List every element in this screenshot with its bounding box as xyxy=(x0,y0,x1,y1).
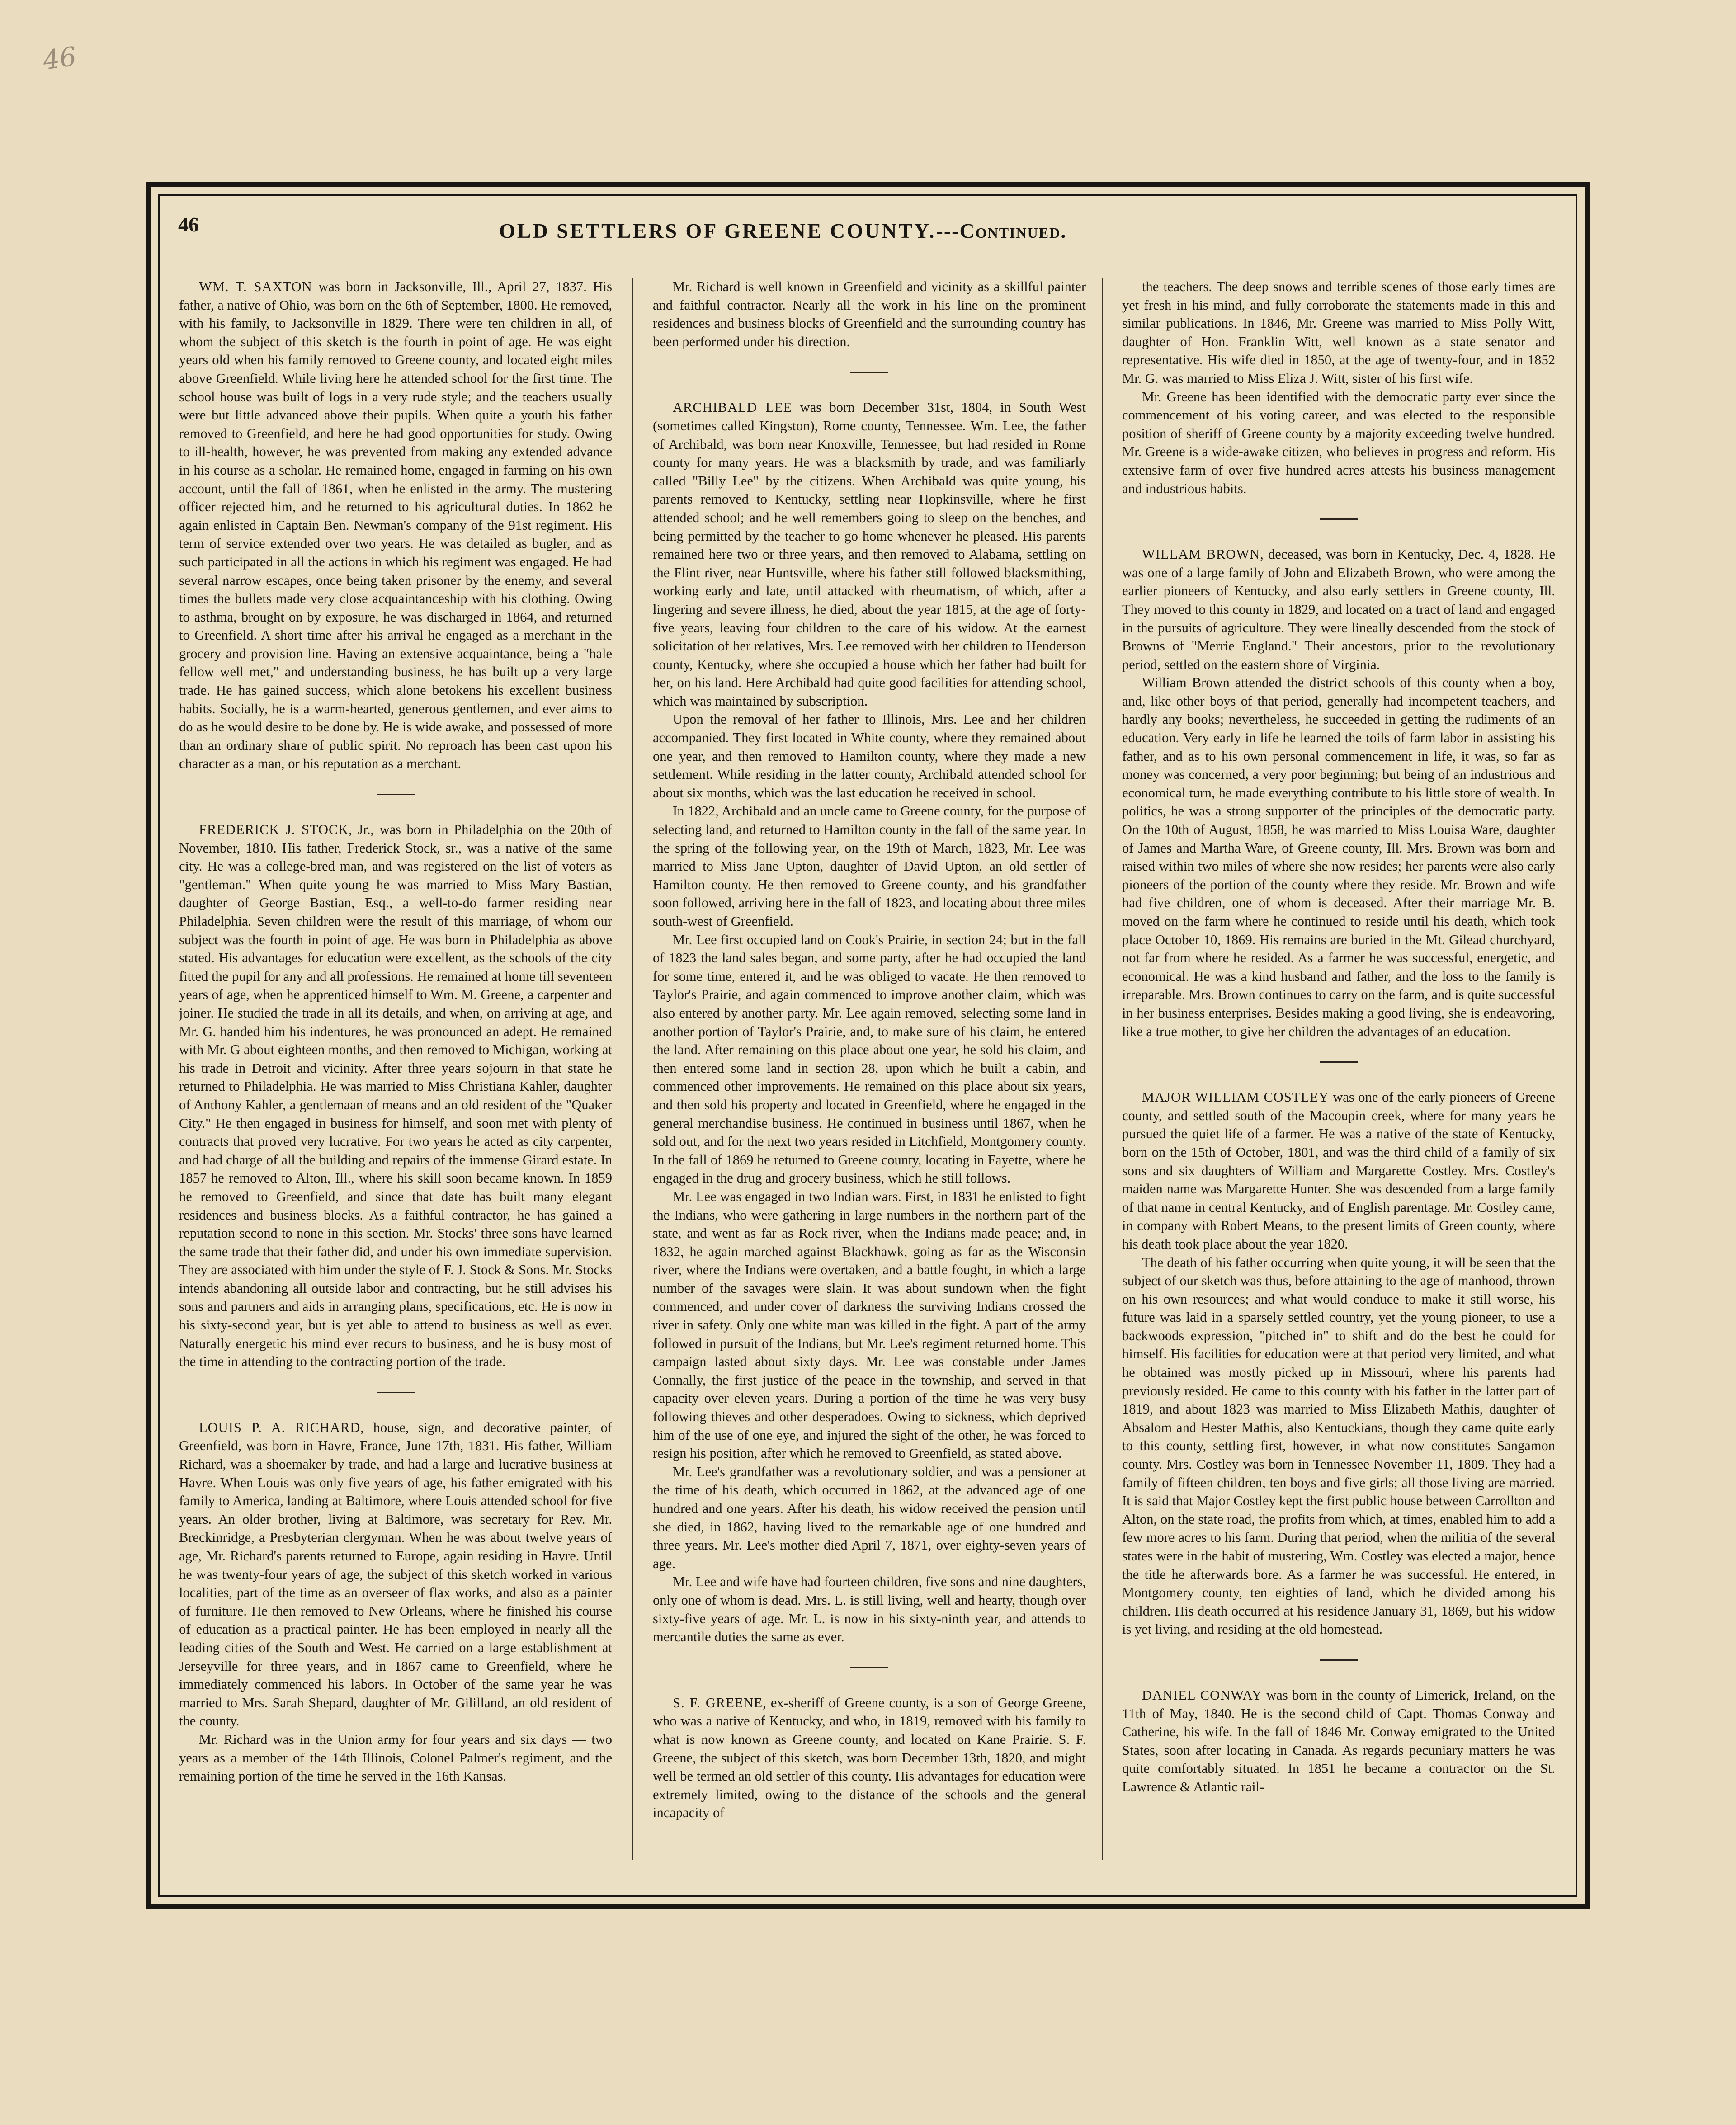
section-divider xyxy=(1320,518,1358,520)
biography-paragraph xyxy=(1122,278,1555,388)
biography-paragraph: Mr. Richard was in the Union army for four years and six days — two years as a member of the 14th Illinois, Colonel Palmer's regiment, and the remaining portion of the time he served in the 16th Kansas. xyxy=(179,1731,612,1784)
column-rule xyxy=(632,278,633,1860)
biography-text: , house, sign, and decorative painter, of Greenfield, was born in Havre, France, June 17th, 1831. His father, William Richard, was a shoemaker by trade, and had a large and lucrative business at Havre. When Louis was only five years of age, his father emigrated with his family to America, landing at Baltimore, where Louis attended school for five years. An older brother, living at Baltimore, was secretary for Rev. Mr. Breckinridge, a Presbyterian clergyman. When he was about twelve years of age, Mr. Richard's parents returned to Europe, again residing in Havre. Until he was twenty-four years of age, the subject of this sketch worked in various localities, part of the time as an overseer of flax works, and also as a painter of furniture. He then removed to New Orleans, where he finished his course of education as a practical painter. He has been employed in nearly all the leading cities of the South and West. He carried on a large establishment at Jerseyville for three years, and in 1867 came to Greenfield, where he immediately commenced his labors. In October of the same year he was married to Mrs. Sarah Shepard, daughter of Mr. Gililland, an old resident of the county. xyxy=(179,1419,612,1729)
biography-paragraph xyxy=(653,1694,1086,1822)
section-divider xyxy=(850,1667,888,1668)
biography-text: was born December 31st, 1804, in South West (sometimes called Kingston), Rome county, Tennessee. Wm. Lee, the father of Archibald, was born near Knoxville, Tennessee, but had resided in Rome county for many years. He was a blacksmith by trade, and was familiarly called "Billy Lee" by the citizens. When Archibald was quite young, his parents removed to Kentucky, settling near Hopkinsville, where he first attended school; and he well remembers going to sleep on the benches, and being permitted by the teacher to go home whenever he pleased. His parents remained here two or three years, and then removed to Alabama, settling on the Flint river, near Huntsville, where his father still followed blacksmithing, working early and late, until attacked with rheumatism, of which, after a lingering and severe illness, he died, about the year 1815, at the age of forty-five years, leaving four children to the care of his widow. At the earnest solicitation of her relatives, Mrs. Lee removed with her children to Henderson county, Kentucky, where she occupied a house which her father had built for her, on his land. Here Archibald had quite good facilities for attending school, which was maintained by subscription. xyxy=(653,400,1086,709)
section-divider xyxy=(1320,1659,1358,1661)
biography-paragraph xyxy=(1122,1686,1555,1796)
biography-paragraph xyxy=(1122,1088,1555,1253)
biography-text: the teachers. The deep snows and terrible scenes of those early times are yet fresh in his mind, and fully corroborate the statements made in this and similar publications. In 1846, Mr. Greene was married to Miss Polly Witt, daughter of Hon. Franklin Witt, well known as a state senator and representative. His wife died in 1850, at the age of twenty-four, and in 1852 Mr. G. was married to Miss Eliza J. Witt, sister of his first wife. xyxy=(1122,279,1555,386)
biography-text: , Jr., was born in Philadelphia on the 20th of November, 1810. His father, Frederick Stock, sr., was a native of the same city. He was a college-bred man, and was registered on the list of voters as "gentleman." When quite young he was married to Miss Mary Bastian, daughter of George Bastian, Esq., a well-to-do farmer residing near Philadelphia. Seven children were the result of this marriage, of whom our subject was the fourth in point of age. He was born in Philadelphia as above stated. His advantages for education were excellent, as the schools of the city fitted the pupil for any and all professions. He remained at home till seventeen years of age, when he apprenticed himself to Wm. M. Greene, a carpenter and joiner. He studied the trade in all its details, and when, on arriving at age, and Mr. G. handed him his indentures, he was pronounced an adept. He remained with Mr. G about eighteen months, and then removed to Michigan, working at his trade in Detroit and vicinity. After three years sojourn in that state he returned to Philadelphia. He was married to Miss Christiana Kahler, daughter of Anthony Kahler, a gentlemaan of means and an old resident of the "Quaker City." He then engaged in business for himself, and soon met with plenty of contracts that proved very lucrative. For two years he acted as city carpenter, and had charge of all the building and repairs of the immense Girard estate. In 1857 he removed to Alton, Ill., where his skill soon became known. In 1859 he removed to Greenfield, and since that date has built many elegant residences and business blocks. As a faithful contractor, he has gained a reputation second to none in this section. Mr. Stocks' three sons have learned the same trade that their father did, and under his own immediate supervision. They are associated with him under the style of F. J. Stock & Sons. Mr. Stocks intends abandoning all outside labor and contracting, but he still advises his sons and partners and aids in arranging plans, specifications, etc. He is now in his sixty-second year, but is yet able to attend to business as well as ever. Naturally energetic his mind ever recurs to business, and he is busy most of the time in attending to the contracting portion of the trade. xyxy=(179,822,612,1370)
biography-text: was born in the county of Limerick, Ireland, on the 11th of May, 1840. He is the second child of Capt. Thomas Conway and Catherine, his wife. In the fall of 1846 Mr. Conway emigrated to the United States, soon after locating in Canada. As regards pecuniary matters he was quite comfortably situated. In 1851 he became a contractor on the St. Lawrence & Atlantic rail- xyxy=(1122,1687,1555,1795)
biography-text: , ex-sheriff of Greene county, is a son of George Greene, who was a native of Kentucky, and who, in 1819, removed with his family to what is now known as Greene county, and located on Kane Prairie. S. F. Greene, the subject of this sketch, was born December 13th, 1820, and might well be termed an old settler of this county. His advantages for education were extremely limited, owing to the distance of the schools and the general incapacity of xyxy=(653,1695,1086,1821)
biography-paragraph xyxy=(179,1418,612,1730)
biography-text: was one of the early pioneers of Greene county, and settled south of the Macoupin creek, where for many years he pursued the quiet life of a farmer. He was a native of the state of Kentucky, born on the 15th of October, 1801, and was the third child of a family of six sons and six daughters of William and Margarette Costley. Mrs. Costley's maiden name was Margarette Hunter. She was descended from a large family of that name in central Kentucky, and of English parentage. Mr. Costley came, in company with Robert Means, to the present limits of Green county, where his death took place about the year 1820. xyxy=(1122,1089,1555,1252)
settler-name: DANIEL CONWAY xyxy=(1142,1687,1262,1703)
settler-name: FREDERICK J. STOCK xyxy=(199,822,349,838)
text-column-1 xyxy=(179,278,612,1869)
biography-paragraph xyxy=(653,398,1086,710)
biography-paragraph xyxy=(1122,545,1555,674)
page-title xyxy=(499,219,1539,243)
settler-name: WM. T. SAXTON xyxy=(199,279,312,294)
settler-name: MAJOR WILLIAM COSTLEY xyxy=(1142,1089,1329,1105)
settler-name: S. F. GREENE xyxy=(673,1695,763,1710)
settler-name: LOUIS P. A. RICHARD xyxy=(199,1419,361,1435)
biography-text: , deceased, was born in Kentucky, Dec. 4, 1828. He was one of a large family of John and Elizabeth Brown, who were among the earlier pioneers of Kentucky, and also early settlers in Greene county, Ill. They moved to this county in 1829, and located on a tract of land and engaged in the pursuits of agriculture. They were lineally descended from the stock of Browns of "Merrie England." Their ancestors, prior to the revolutionary period, settled on the eastern shore of Virginia. xyxy=(1122,547,1555,672)
title-main: OLD SETTLERS OF GREENE COUNTY. xyxy=(499,219,936,242)
title-suffix: ---Continued. xyxy=(936,219,1067,242)
biography-text: Mr. Richard is well known in Greenfield and vicinity as a skillful painter and faithful contractor. Nearly all the work in his line on the prominent residences and business blocks of Greenfield and the surrounding country has been performed under his direction. xyxy=(653,279,1086,349)
page-frame xyxy=(158,194,1577,1897)
biography-paragraph: William Brown attended the district schools of this county when a boy, and, like other boys of that period, generally had incompetent teachers, and hardly any books; nevertheless, he succeeded in getting the rudiments of an education. Very early in life he learned the toils of farm labor in assisting his father, and as to his own personal commencement in life, it was, so far as money was concerned, a very poor beginning; but being of an industrious and economical turn, he made everything contribute to his little store of wealth. In politics, he was a strong supporter of the principles of the democratic party. On the 10th of August, 1858, he was married to Miss Louisa Ware, daughter of James and Martha Ware, of Greene county, Ill. Mrs. Brown was born and raised within two miles of where she now resides; her parents were also early pioneers of the portion of the county where they reside. Mr. Brown and wife had five children, one of whom is deceased. After their marriage Mr. B. moved on the farm where he continued to reside until his death, which took place October 10, 1869. His remains are buried in the Mt. Gilead churchyard, not far from where he resided. As a farmer he was successful, energetic, and economical. He was a kind husband and father, and the loss to the family is irreparable. Mrs. Brown continues to carry on the farm, and is quite successful in her business enterprises. Besides making a good living, she is endeavoring, like a true mother, to give her children the advantages of an education. xyxy=(1122,675,1555,1039)
biography-paragraph xyxy=(653,278,1086,351)
biography-paragraph: In 1822, Archibald and an uncle came to Greene county, for the purpose of selecting land, and returned to Hamilton county in the fall of the same year. In the spring of the following year, on the 19th of March, 1823, Mr. Lee was married to Miss Jane Upton, daughter of David Upton, an old settler of Hamilton county. He then removed to Greene county, and his grandfather soon followed, arriving here in the fall of 1823, and locating about three miles south-west of Greenfield. xyxy=(653,803,1086,929)
section-divider xyxy=(377,1392,415,1393)
text-column-3 xyxy=(1122,278,1555,1869)
page-number: 46 xyxy=(178,213,199,236)
settler-name: ARCHIBALD LEE xyxy=(673,400,793,415)
text-column-2 xyxy=(653,278,1086,1869)
section-divider xyxy=(1320,1061,1358,1063)
column-rule xyxy=(1102,278,1103,1860)
biography-paragraph: Upon the removal of her father to Illinois, Mrs. Lee and her children accompanied. They first located in White county, where they remained about one year, and then removed to Hamilton county, where they made a new settlement. While residing in the latter county, Archibald attended school for about six months, which was the last education he received in school. xyxy=(653,711,1086,801)
biography-text: was born in Jacksonville, Ill., April 27, 1837. His father, a native of Ohio, was born on the 6th of September, 1800. He removed, with his family, to Jacksonville in 1829. There were ten children in all, of whom the subject of this sketch is the fourth in point of age. He was eight years old when his family removed to Greene county, and located eight miles above Greenfield. While living here he attended school for the first time. The school house was built of logs in a very rude style; and the teachers usually were but little advanced above their pupils. When quite a youth his father removed to Greenfield, and here he had good opportunities for study. Owing to ill-health, however, he was prevented from making any extended advance in his course as a scholar. He remained home, engaged in farming on his own account, until the fall of 1861, when he enlisted in the army. The mustering officer rejected him, and he returned to his agricultural duties. In 1862 he again enlisted in Captain Ben. Newman's company of the 91st regiment. His term of service extended over two years. He was detailed as bugler, and as such participated in all the actions in which his regiment was engaged. He had several narrow escapes, once being taken prisoner by the enemy, and several times the bullets made very close acquaintanceship with his clothing. Owing to asthma, brought on by exposure, he was discharged in 1864, and returned to Greenfield. A short time after his arrival he engaged as a merchant in the grocery and provision line. Having an extensive acquaintance, being a "hale fellow well met," and understanding business, he has built up a very large trade. He has gained success, which alone betokens his excellent business habits. Socially, he is a warm-hearted, generous gentlemen, and ever aims to do as he would desire to be done by. He is wide awake, and possessed of more than an ordinary share of public spirit. No reproach has been cast upon his character as a man, or his reputation as a merchant. xyxy=(179,279,612,772)
section-divider xyxy=(377,794,415,795)
biography-paragraph: Mr. Lee's grandfather was a revolutionary soldier, and was a pensioner at the time of his death, which occurred in 1862, at the advanced age of one hundred and one years. After his death, his widow received the pension until she died, in 1862, having lived to the remarkable age of one hundred and three years. Mr. Lee's mother died April 7, 1871, over eighty-seven years of age. xyxy=(653,1464,1086,1571)
biography-paragraph xyxy=(179,278,612,773)
margin-pencil-note: 46 xyxy=(41,41,79,76)
biography-paragraph: Mr. Greene has been identified with the democratic party ever since the commencement of his voting career, and was elected to the responsible position of sheriff of Greene county by a majority exceeding twelve hundred. Mr. Greene is a wide-awake citizen, who believes in progress and reform. His extensive farm of over five hundred acres attests his business management and industrious habits. xyxy=(1122,389,1555,496)
biography-paragraph: Mr. Lee was engaged in two Indian wars. First, in 1831 he enlisted to fight the Indians, who were gathering in large numbers in the northern part of the state, and went as far as Rock river, when the Indians made peace; and, in 1832, he again marched against Blackhawk, going as far as the Wisconsin river, where the Indians were overtaken, and a battle fought, in which a large number of the savages were slain. It was about sundown when the fight commenced, and under cover of darkness the surviving Indians crossed the river in safety. Only one white man was killed in the fight. A part of the army followed in pursuit of the Indians, but Mr. Lee's regiment returned home. This campaign lasted about sixty days. Mr. Lee was constable under James Connally, the first justice of the peace in the township, and served in that capacity over eleven years. During a portion of the time he was very busy following thieves and other desperadoes. Owing to sickness, which deprived him of the use of one eye, and injured the sight of the other, he was forced to resign his position, after which he removed to Greenfield, as stated above. xyxy=(653,1188,1086,1461)
settler-name: WILLAM BROWN xyxy=(1142,547,1260,562)
biography-paragraph: Mr. Lee first occupied land on Cook's Prairie, in section 24; but in the fall of 1823 the land sales began, and some party, after he had occupied the land for some time, entered it, and he was obliged to vacate. He then removed to Taylor's Prairie, and again commenced to improve another claim, which was also entered by another party. Mr. Lee again removed, selecting some land in another portion of Taylor's Prairie, and, to make sure of his claim, he entered the land. After remaining on this place about one year, he sold his claim, and then entered some land in section 28, upon which he built a cabin, and commenced other improvements. He remained on this place about six years, and then sold his property and located in Greenfield, where he engaged in the general merchandise business. He continued in business until 1867, when he sold out, and for the next two years resided in Litchfield, Montgomery county. In the fall of 1869 he returned to Greene county, locating in Fayette, where he engaged in the drug and grocery business, which he still follows. xyxy=(653,932,1086,1186)
biography-paragraph xyxy=(179,820,612,1371)
biography-paragraph: Mr. Lee and wife have had fourteen children, five sons and nine daughters, only one of whom is dead. Mrs. L. is still living, well and hearty, though over sixty-five years of age. Mr. L. is now in his sixty-ninth year, and attends to mercantile duties the same as ever. xyxy=(653,1574,1086,1645)
biography-paragraph: The death of his father occurring when quite young, it will be seen that the subject of our sketch was thus, before attaining to the age of manhood, thrown on his own resources; and what would conduce to make it still worse, his future was laid in a sparsely settled country, yet the young pioneer, to use a backwoods expression, "pitched in" to shift and do the best he could for himself. His facilities for education were at that period very limited, and what he obtained was mostly picked up in Missouri, where his parents had previously resided. He came to this county with his father in the latter part of 1819, and about 1823 was married to Miss Elizabeth Mathis, daughter of Absalom and Hester Mathis, also Kentuckians, though they came quite early to this county, settling first, however, in what now constitutes Sangamon county. Mrs. Costley was born in Tennessee November 11, 1809. They had a family of fifteen children, ten boys and five girls; all those living are married. It is said that Major Costley kept the first public house between Carrollton and Alton, on the state road, the profits from which, at times, enabled him to add a few more acres to his farm. During that period, when the militia of the several states were in the habit of mustering, Wm. Costley was elected a major, hence the title he afterwards bore. As a farmer he was successful. He entered, in Montgomery county, ten eighties of land, which he divided among his children. His death occurred at his residence January 31, 1869, but his widow is yet living, and residing at the old homestead. xyxy=(1122,1254,1555,1637)
section-divider xyxy=(850,372,888,373)
